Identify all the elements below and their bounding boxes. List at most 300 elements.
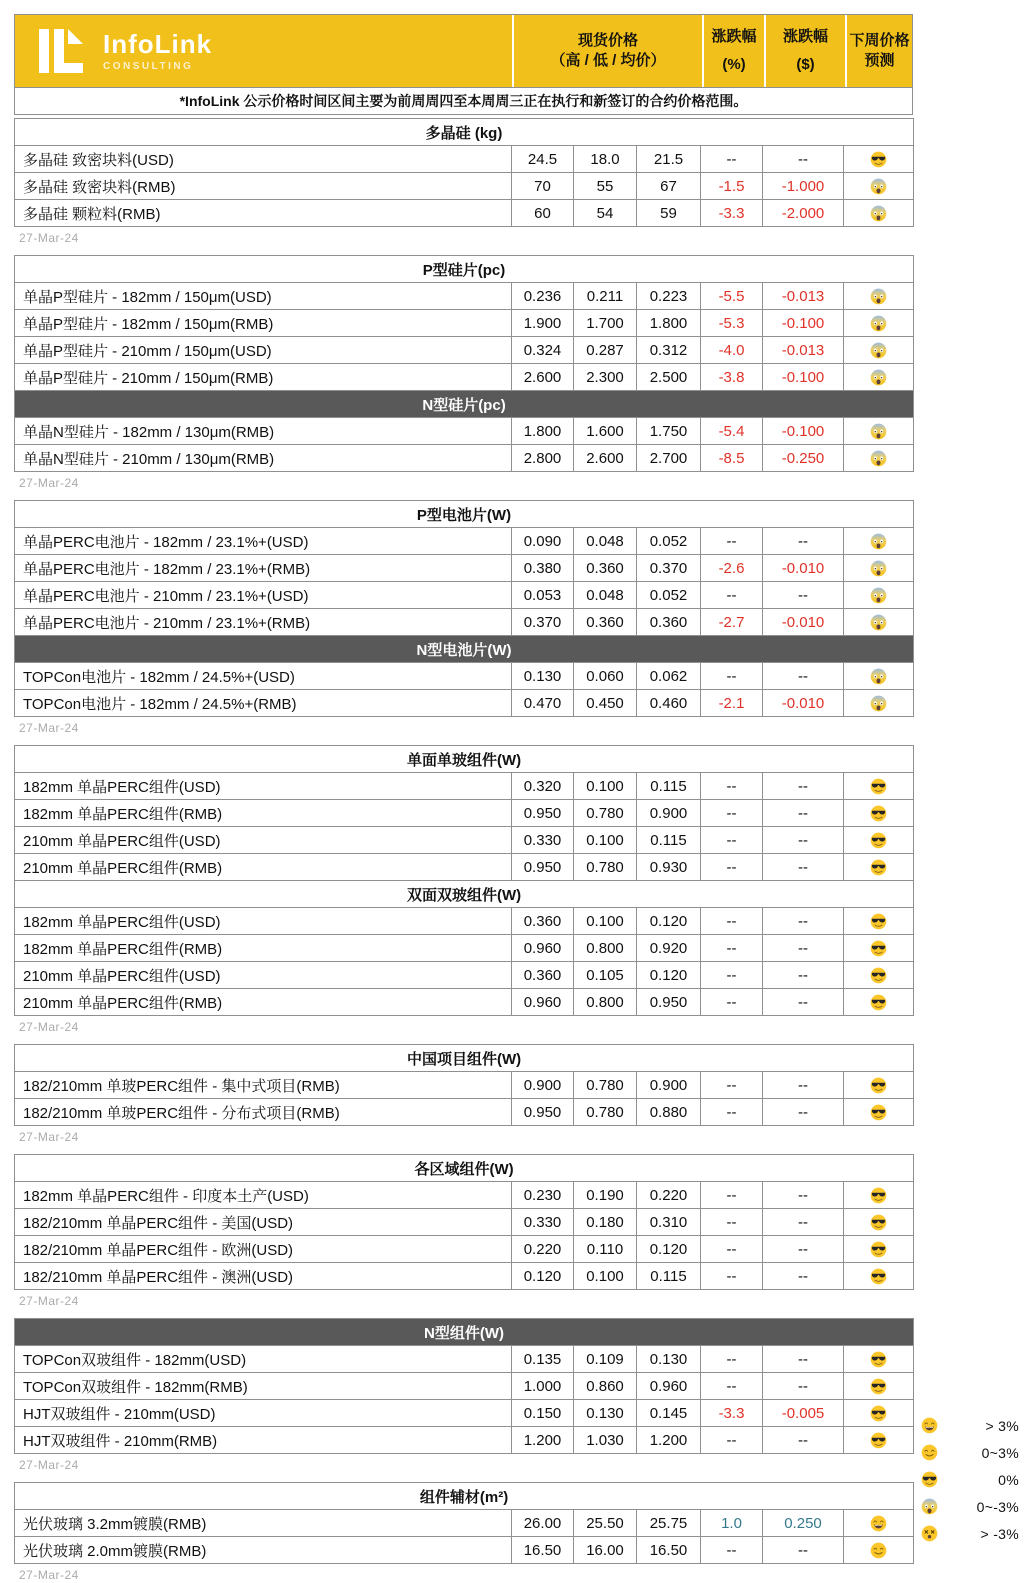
section-header-row <box>15 119 914 146</box>
high-price-cell: 0.950 <box>512 854 574 881</box>
product-label: 单晶PERC电池片 - 210mm / 23.1%+(RMB) <box>15 609 512 636</box>
price-table <box>14 1482 914 1564</box>
low-price-cell: 0.109 <box>574 1346 637 1373</box>
change-pct-cell: -- <box>701 800 763 827</box>
low-price-cell: 0.800 <box>574 989 637 1016</box>
product-label: 182/210mm 单晶PERC组件 - 美国(USD) <box>15 1209 512 1236</box>
low-price-cell: 0.211 <box>574 283 637 310</box>
change-pct-cell: -- <box>701 1182 763 1209</box>
section-title: 各区域组件(W) <box>15 1155 914 1182</box>
product-label: 182mm 单晶PERC组件(RMB) <box>15 800 512 827</box>
avg-price-cell: 1.200 <box>637 1427 701 1454</box>
change-amt-cell: -- <box>763 854 844 881</box>
high-price-cell: 0.360 <box>512 908 574 935</box>
change-pct-cell: -4.0 <box>701 337 763 364</box>
date-stamp: 27-Mar-24 <box>19 476 79 490</box>
change-pct-cell: -- <box>701 1072 763 1099</box>
low-price-cell: 0.190 <box>574 1182 637 1209</box>
change-pct-cell: -- <box>701 1346 763 1373</box>
sunglasses-face-icon <box>870 1186 887 1203</box>
change-pct-cell: -2.7 <box>701 609 763 636</box>
section-title: N型电池片(W) <box>15 636 914 663</box>
forecast-cell <box>844 1182 914 1209</box>
low-price-cell: 0.048 <box>574 582 637 609</box>
avg-price-cell: 0.120 <box>637 962 701 989</box>
high-price-cell: 0.150 <box>512 1400 574 1427</box>
change-amt-cell: -- <box>763 146 844 173</box>
price-table <box>14 500 914 717</box>
low-price-cell: 0.100 <box>574 1263 637 1290</box>
change-pct-cell: -5.4 <box>701 418 763 445</box>
change-pct-cell: -- <box>701 1099 763 1126</box>
price-table <box>14 1044 914 1126</box>
table-row <box>15 283 914 310</box>
product-label: 210mm 单晶PERC组件(RMB) <box>15 989 512 1016</box>
high-price-cell: 70 <box>512 173 574 200</box>
product-label: 单晶P型硅片 - 210mm / 150μm(USD) <box>15 337 512 364</box>
high-price-cell: 0.320 <box>512 773 574 800</box>
low-price-cell: 0.110 <box>574 1236 637 1263</box>
avg-price-cell: 0.120 <box>637 1236 701 1263</box>
avg-price-cell: 59 <box>637 200 701 227</box>
change-pct-cell: -- <box>701 989 763 1016</box>
low-price-cell: 0.048 <box>574 528 637 555</box>
low-price-cell: 0.360 <box>574 609 637 636</box>
product-label: 光伏玻璃 2.0mm镀膜(RMB) <box>15 1537 512 1564</box>
sunglasses-face-icon <box>870 1377 887 1394</box>
change-pct-cell: -2.1 <box>701 690 763 717</box>
low-price-cell: 0.860 <box>574 1373 637 1400</box>
change-amt-cell: 0.250 <box>763 1510 844 1537</box>
brand-subtitle: CONSULTING <box>103 60 194 72</box>
product-label: 单晶P型硅片 - 210mm / 150μm(RMB) <box>15 364 512 391</box>
forecast-cell <box>844 989 914 1016</box>
table-row <box>15 200 914 227</box>
avg-price-cell: 0.120 <box>637 908 701 935</box>
change-pct-cell: -- <box>701 854 763 881</box>
avg-price-cell: 25.75 <box>637 1510 701 1537</box>
high-price-cell: 0.950 <box>512 800 574 827</box>
low-price-cell: 0.780 <box>574 854 637 881</box>
change-pct-cell: -5.5 <box>701 283 763 310</box>
forecast-cell <box>844 1373 914 1400</box>
date-stamp: 27-Mar-24 <box>19 231 79 245</box>
scream-face-icon <box>870 613 887 630</box>
low-price-cell: 0.780 <box>574 1099 637 1126</box>
avg-price-cell: 0.220 <box>637 1182 701 1209</box>
change-amt-line1: 涨跌幅 <box>782 28 828 46</box>
product-label: 182mm 单晶PERC组件 - 印度本土产(USD) <box>15 1182 512 1209</box>
change-amt-cell: -0.010 <box>763 690 844 717</box>
avg-price-cell: 0.115 <box>637 1263 701 1290</box>
low-price-cell: 54 <box>574 200 637 227</box>
low-price-cell: 2.300 <box>574 364 637 391</box>
change-pct-cell: -- <box>701 773 763 800</box>
avg-price-cell: 0.900 <box>637 800 701 827</box>
high-price-cell: 0.380 <box>512 555 574 582</box>
forecast-cell <box>844 827 914 854</box>
product-label: HJT双玻组件 - 210mm(RMB) <box>15 1427 512 1454</box>
product-label: 单晶N型硅片 - 210mm / 130μm(RMB) <box>15 445 512 472</box>
high-price-cell: 0.370 <box>512 609 574 636</box>
product-label: 多晶硅 颗粒料(RMB) <box>15 200 512 227</box>
product-label: 182/210mm 单玻PERC组件 - 集中式项目(RMB) <box>15 1072 512 1099</box>
high-price-cell: 0.960 <box>512 935 574 962</box>
sunglasses-face-icon <box>870 804 887 821</box>
table-row <box>15 1072 914 1099</box>
change-amt-cell: -0.013 <box>763 337 844 364</box>
product-label: 单晶PERC电池片 - 182mm / 23.1%+(USD) <box>15 528 512 555</box>
avg-price-cell: 0.950 <box>637 989 701 1016</box>
high-price-cell: 0.330 <box>512 1209 574 1236</box>
table-row <box>15 1537 914 1564</box>
low-price-cell: 0.180 <box>574 1209 637 1236</box>
grin-face-icon <box>921 1417 938 1434</box>
change-pct-line1: 涨跌幅 <box>711 28 757 46</box>
avg-price-cell: 0.312 <box>637 337 701 364</box>
sunglasses-face-icon <box>870 1213 887 1230</box>
product-label: 210mm 单晶PERC组件(RMB) <box>15 854 512 881</box>
section-title: N型组件(W) <box>15 1319 914 1346</box>
infolink-logo <box>15 15 512 87</box>
avg-price-cell: 0.960 <box>637 1373 701 1400</box>
product-label: 182/210mm 单晶PERC组件 - 澳洲(USD) <box>15 1263 512 1290</box>
legend-item <box>921 1466 1019 1493</box>
sunglasses-face-icon <box>870 1103 887 1120</box>
forecast-cell <box>844 1427 914 1454</box>
sunglasses-face-icon <box>870 1350 887 1367</box>
sunglasses-face-icon <box>870 1240 887 1257</box>
table-row <box>15 962 914 989</box>
legend-label: > -3% <box>980 1525 1019 1542</box>
avg-price-cell: 67 <box>637 173 701 200</box>
table-row <box>15 609 914 636</box>
date-stamp: 27-Mar-24 <box>19 1458 79 1472</box>
table-row <box>15 582 914 609</box>
column-header-spot-price <box>512 15 702 87</box>
dizzy-face-icon <box>921 1525 938 1542</box>
change-pct-cell: -3.3 <box>701 1400 763 1427</box>
forecast-cell <box>844 200 914 227</box>
avg-price-cell: 1.750 <box>637 418 701 445</box>
section-header-row <box>15 1483 914 1510</box>
change-amt-cell: -0.013 <box>763 283 844 310</box>
low-price-cell: 18.0 <box>574 146 637 173</box>
date-stamp: 27-Mar-24 <box>19 1130 79 1144</box>
high-price-cell: 0.950 <box>512 1099 574 1126</box>
change-pct-cell: -- <box>701 528 763 555</box>
forecast-cell <box>844 800 914 827</box>
forecast-cell <box>844 582 914 609</box>
product-label: TOPCon双玻组件 - 182mm(USD) <box>15 1346 512 1373</box>
forecast-cell <box>844 908 914 935</box>
high-price-cell: 0.360 <box>512 962 574 989</box>
change-pct-cell: -- <box>701 1373 763 1400</box>
forecast-cell <box>844 663 914 690</box>
table-row <box>15 1236 914 1263</box>
product-label: 182mm 单晶PERC组件(RMB) <box>15 935 512 962</box>
section-header-row <box>15 256 914 283</box>
change-pct-cell: -3.8 <box>701 364 763 391</box>
column-header-change-pct <box>702 15 764 87</box>
change-amt-cell: -0.010 <box>763 609 844 636</box>
scream-face-icon <box>870 559 887 576</box>
grin-face-icon <box>870 1514 887 1531</box>
forecast-cell <box>844 555 914 582</box>
product-label: 182/210mm 单晶PERC组件 - 欧洲(USD) <box>15 1236 512 1263</box>
table-row <box>15 1263 914 1290</box>
avg-price-cell: 0.130 <box>637 1346 701 1373</box>
low-price-cell: 1.600 <box>574 418 637 445</box>
avg-price-cell: 0.062 <box>637 663 701 690</box>
legend-label: 0% <box>998 1471 1019 1488</box>
low-price-cell: 2.600 <box>574 445 637 472</box>
table-row <box>15 1427 914 1454</box>
change-pct-cell: -- <box>701 1537 763 1564</box>
table-row <box>15 146 914 173</box>
change-pct-line2: (%) <box>722 55 746 73</box>
table-row <box>15 1209 914 1236</box>
low-price-cell: 0.800 <box>574 935 637 962</box>
table-row <box>15 1346 914 1373</box>
product-label: 光伏玻璃 3.2mm镀膜(RMB) <box>15 1510 512 1537</box>
forecast-cell <box>844 773 914 800</box>
spot-price-line1: 现货价格 <box>577 31 638 49</box>
product-label: 182/210mm 单玻PERC组件 - 分布式项目(RMB) <box>15 1099 512 1126</box>
scream-face-icon <box>870 667 887 684</box>
change-amt-cell: -0.250 <box>763 445 844 472</box>
high-price-cell: 24.5 <box>512 146 574 173</box>
high-price-cell: 2.800 <box>512 445 574 472</box>
table-row <box>15 528 914 555</box>
change-amt-cell: -- <box>763 800 844 827</box>
high-price-cell: 26.00 <box>512 1510 574 1537</box>
change-amt-cell: -- <box>763 1373 844 1400</box>
low-price-cell: 0.100 <box>574 773 637 800</box>
forecast-cell <box>844 173 914 200</box>
price-table <box>14 745 914 1016</box>
avg-price-cell: 1.800 <box>637 310 701 337</box>
section-title: 组件辅材(m²) <box>15 1483 914 1510</box>
change-amt-cell: -1.000 <box>763 173 844 200</box>
avg-price-cell: 0.920 <box>637 935 701 962</box>
sunglasses-face-icon <box>870 777 887 794</box>
forecast-legend <box>921 1412 1019 1547</box>
avg-price-cell: 16.50 <box>637 1537 701 1564</box>
product-label: 单晶P型硅片 - 182mm / 150μm(USD) <box>15 283 512 310</box>
change-amt-cell: -0.100 <box>763 364 844 391</box>
sunglasses-face-icon <box>870 1404 887 1421</box>
avg-price-cell: 0.115 <box>637 827 701 854</box>
high-price-cell: 0.135 <box>512 1346 574 1373</box>
scream-face-icon <box>870 341 887 358</box>
sunglasses-face-icon <box>870 858 887 875</box>
sunglasses-face-icon <box>921 1471 938 1488</box>
sunglasses-face-icon <box>870 912 887 929</box>
price-table <box>14 255 914 472</box>
change-pct-cell: -- <box>701 1236 763 1263</box>
forecast-cell <box>844 935 914 962</box>
change-amt-cell: -0.100 <box>763 418 844 445</box>
change-amt-cell: -0.100 <box>763 310 844 337</box>
sunglasses-face-icon <box>870 1431 887 1448</box>
section-header-row <box>15 391 914 418</box>
change-pct-cell: -- <box>701 1427 763 1454</box>
forecast-line2: 预测 <box>864 52 895 69</box>
section-title: N型硅片(pc) <box>15 391 914 418</box>
change-amt-cell: -2.000 <box>763 200 844 227</box>
product-label: 单晶PERC电池片 - 182mm / 23.1%+(RMB) <box>15 555 512 582</box>
forecast-cell <box>844 609 914 636</box>
legend-label: 0~-3% <box>976 1498 1019 1515</box>
change-amt-cell: -- <box>763 1072 844 1099</box>
section-header-row <box>15 1319 914 1346</box>
avg-price-cell: 2.700 <box>637 445 701 472</box>
high-price-cell: 1.900 <box>512 310 574 337</box>
change-amt-cell: -- <box>763 989 844 1016</box>
high-price-cell: 0.960 <box>512 989 574 1016</box>
change-amt-cell: -- <box>763 827 844 854</box>
forecast-cell <box>844 1263 914 1290</box>
table-row <box>15 827 914 854</box>
high-price-cell: 0.090 <box>512 528 574 555</box>
forecast-line1: 下周价格 <box>849 31 910 49</box>
table-row <box>15 364 914 391</box>
scream-face-icon <box>870 586 887 603</box>
high-price-cell: 0.230 <box>512 1182 574 1209</box>
product-label: 单晶N型硅片 - 182mm / 130μm(RMB) <box>15 418 512 445</box>
product-label: 多晶硅 致密块料(USD) <box>15 146 512 173</box>
section-header-row <box>15 636 914 663</box>
avg-price-cell: 0.115 <box>637 773 701 800</box>
report-header <box>14 14 913 88</box>
legend-item <box>921 1439 1019 1466</box>
high-price-cell: 60 <box>512 200 574 227</box>
avg-price-cell: 0.930 <box>637 854 701 881</box>
scream-face-icon <box>870 532 887 549</box>
table-row <box>15 337 914 364</box>
change-pct-cell: -- <box>701 1263 763 1290</box>
section-header-row <box>15 746 914 773</box>
low-price-cell: 0.450 <box>574 690 637 717</box>
change-pct-cell: -5.3 <box>701 310 763 337</box>
change-amt-cell: -- <box>763 935 844 962</box>
change-pct-cell: -2.6 <box>701 555 763 582</box>
avg-price-cell: 0.360 <box>637 609 701 636</box>
low-price-cell: 0.100 <box>574 908 637 935</box>
forecast-cell <box>844 283 914 310</box>
high-price-cell: 0.470 <box>512 690 574 717</box>
change-amt-cell: -- <box>763 1236 844 1263</box>
sunglasses-face-icon <box>870 993 887 1010</box>
section-title: 双面双玻组件(W) <box>15 881 914 908</box>
change-pct-cell: -- <box>701 582 763 609</box>
section-header-row <box>15 501 914 528</box>
forecast-cell <box>844 1209 914 1236</box>
avg-price-cell: 0.052 <box>637 582 701 609</box>
avg-price-cell: 21.5 <box>637 146 701 173</box>
forecast-cell <box>844 962 914 989</box>
date-stamp: 27-Mar-24 <box>19 1568 79 1582</box>
scream-face-icon <box>870 314 887 331</box>
change-pct-cell: -- <box>701 663 763 690</box>
low-price-cell: 0.360 <box>574 555 637 582</box>
column-header-next-week-forecast <box>845 15 912 87</box>
product-label: 单晶PERC电池片 - 210mm / 23.1%+(USD) <box>15 582 512 609</box>
high-price-cell: 16.50 <box>512 1537 574 1564</box>
price-blocks <box>14 118 913 1583</box>
table-row <box>15 1099 914 1126</box>
forecast-cell <box>844 1537 914 1564</box>
change-pct-cell: -3.3 <box>701 200 763 227</box>
section-title: 多晶硅 (kg) <box>15 119 914 146</box>
high-price-cell: 0.120 <box>512 1263 574 1290</box>
spot-price-line2: （高 / 低 / 均价） <box>550 52 666 69</box>
brand-text <box>103 28 213 72</box>
section-title: P型电池片(W) <box>15 501 914 528</box>
product-label: 210mm 单晶PERC组件(USD) <box>15 827 512 854</box>
column-header-change-usd <box>764 15 845 87</box>
table-row <box>15 1182 914 1209</box>
high-price-cell: 0.053 <box>512 582 574 609</box>
low-price-cell: 55 <box>574 173 637 200</box>
avg-price-cell: 2.500 <box>637 364 701 391</box>
change-pct-cell: -- <box>701 962 763 989</box>
change-amt-cell: -- <box>763 1346 844 1373</box>
change-pct-cell: -1.5 <box>701 173 763 200</box>
high-price-cell: 1.800 <box>512 418 574 445</box>
forecast-cell <box>844 1099 914 1126</box>
product-label: HJT双玻组件 - 210mm(USD) <box>15 1400 512 1427</box>
table-row <box>15 1373 914 1400</box>
date-stamp: 27-Mar-24 <box>19 1294 79 1308</box>
price-table <box>14 1318 914 1454</box>
high-price-cell: 0.330 <box>512 827 574 854</box>
table-row <box>15 989 914 1016</box>
smile-face-icon <box>870 1541 887 1558</box>
date-stamp: 27-Mar-24 <box>19 721 79 735</box>
section-header-row <box>15 881 914 908</box>
date-stamp: 27-Mar-24 <box>19 1020 79 1034</box>
product-label: 182mm 单晶PERC组件(USD) <box>15 908 512 935</box>
low-price-cell: 0.105 <box>574 962 637 989</box>
legend-item <box>921 1412 1019 1439</box>
forecast-cell <box>844 528 914 555</box>
legend-item <box>921 1493 1019 1520</box>
avg-price-cell: 0.145 <box>637 1400 701 1427</box>
change-amt-cell: -- <box>763 528 844 555</box>
legend-item <box>921 1520 1019 1547</box>
low-price-cell: 0.780 <box>574 1072 637 1099</box>
forecast-cell <box>844 337 914 364</box>
table-row <box>15 800 914 827</box>
change-amt-cell: -- <box>763 962 844 989</box>
sunglasses-face-icon <box>870 1267 887 1284</box>
table-row <box>15 773 914 800</box>
change-pct-cell: -- <box>701 908 763 935</box>
change-pct-cell: -8.5 <box>701 445 763 472</box>
table-row <box>15 445 914 472</box>
change-amt-cell: -- <box>763 1427 844 1454</box>
low-price-cell: 0.130 <box>574 1400 637 1427</box>
infolink-logo-mark <box>39 27 91 75</box>
change-pct-cell: -- <box>701 935 763 962</box>
forecast-cell <box>844 310 914 337</box>
change-pct-cell: 1.0 <box>701 1510 763 1537</box>
scream-face-icon <box>870 368 887 385</box>
avg-price-cell: 0.460 <box>637 690 701 717</box>
product-label: 182mm 单晶PERC组件(USD) <box>15 773 512 800</box>
